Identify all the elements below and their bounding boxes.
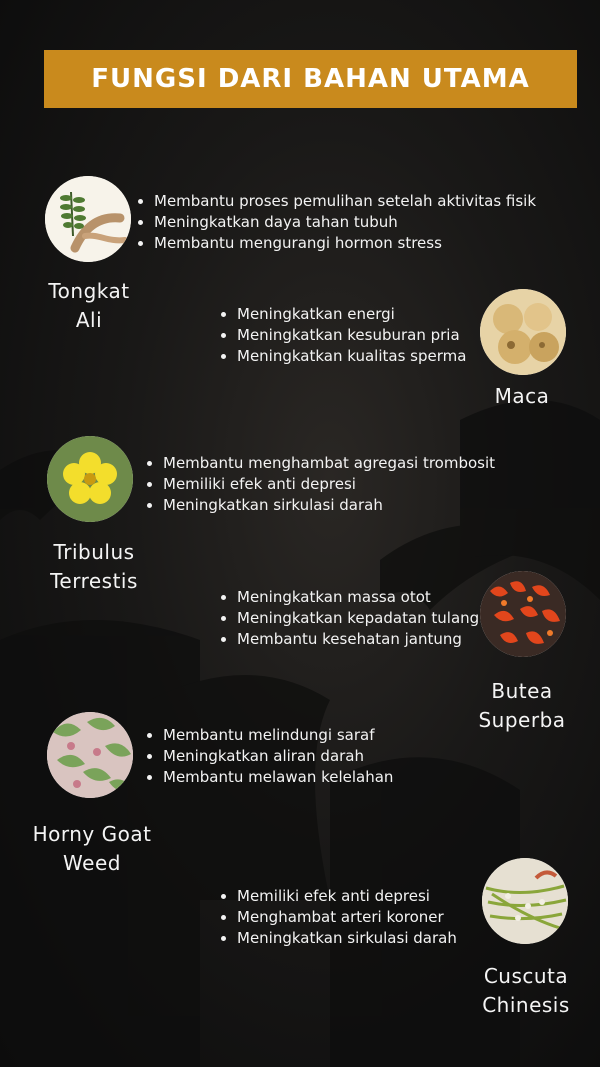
benefit-list-cuscuta-chinesis bbox=[221, 886, 457, 949]
ingredient-name-tribulus-terrestis: Tribulus Terrestis bbox=[50, 540, 138, 593]
page-title: FUNGSI DARI BAHAN UTAMA bbox=[91, 64, 530, 94]
list-item: • Meningkatkan kesuburan pria bbox=[237, 325, 466, 346]
list-item: • Menghambat arteri koroner bbox=[237, 907, 457, 928]
butea-superba-image bbox=[480, 571, 566, 657]
maca-image bbox=[480, 289, 566, 375]
list-item: • Meningkatkan massa otot bbox=[237, 587, 479, 608]
list-item: • Memiliki efek anti depresi bbox=[163, 474, 495, 495]
list-item: • Memiliki efek anti depresi bbox=[237, 886, 457, 907]
benefit-list-horny-goat-weed bbox=[147, 725, 393, 788]
list-item: • Meningkatkan kepadatan tulang bbox=[237, 608, 479, 629]
tribulus-flower-icon bbox=[47, 436, 133, 522]
ingredient-name-maca: Maca bbox=[494, 384, 550, 408]
tongkat-ali-image bbox=[45, 176, 131, 262]
butea-flower-icon bbox=[480, 571, 566, 657]
list-item: • Meningkatkan energi bbox=[237, 304, 466, 325]
ingredient-name-cuscuta-chinesis: Cuscuta Chinesis bbox=[482, 964, 570, 1017]
horny-goat-weed-image bbox=[47, 712, 133, 798]
list-item: • Membantu mengurangi hormon stress bbox=[154, 233, 536, 254]
ingredient-name-butea-superba: Butea Superba bbox=[478, 679, 566, 732]
ingredient-name-horny-goat-weed: Horny Goat Weed bbox=[32, 822, 152, 875]
benefit-list-tongkat-ali bbox=[138, 191, 536, 254]
list-item: • Meningkatkan sirkulasi darah bbox=[237, 928, 457, 949]
list-item: • Membantu melawan kelelahan bbox=[163, 767, 393, 788]
list-item: • Meningkatkan kualitas sperma bbox=[237, 346, 466, 367]
maca-root-icon bbox=[480, 289, 566, 375]
ingredient-name-tongkat-ali: Tongkat Ali bbox=[48, 279, 130, 332]
list-item: • Membantu menghambat agregasi trombosit bbox=[163, 453, 495, 474]
title-banner bbox=[44, 50, 577, 108]
tongkat-ali-root-icon bbox=[45, 176, 131, 262]
list-item: • Membantu melindungi saraf bbox=[163, 725, 393, 746]
list-item: • Membantu kesehatan jantung bbox=[237, 629, 479, 650]
benefit-list-butea-superba bbox=[221, 587, 479, 650]
list-item: • Meningkatkan aliran darah bbox=[163, 746, 393, 767]
list-item: • Meningkatkan daya tahan tubuh bbox=[154, 212, 536, 233]
tribulus-terrestis-image bbox=[47, 436, 133, 522]
list-item: • Meningkatkan sirkulasi darah bbox=[163, 495, 495, 516]
cuscuta-vine-icon bbox=[482, 858, 568, 944]
benefit-list-maca bbox=[221, 304, 466, 367]
list-item: • Membantu proses pemulihan setelah aktivitas fisik bbox=[154, 191, 536, 212]
cuscuta-chinesis-image bbox=[482, 858, 568, 944]
horny-goat-weed-leaf-icon bbox=[47, 712, 133, 798]
benefit-list-tribulus-terrestis bbox=[147, 453, 495, 516]
